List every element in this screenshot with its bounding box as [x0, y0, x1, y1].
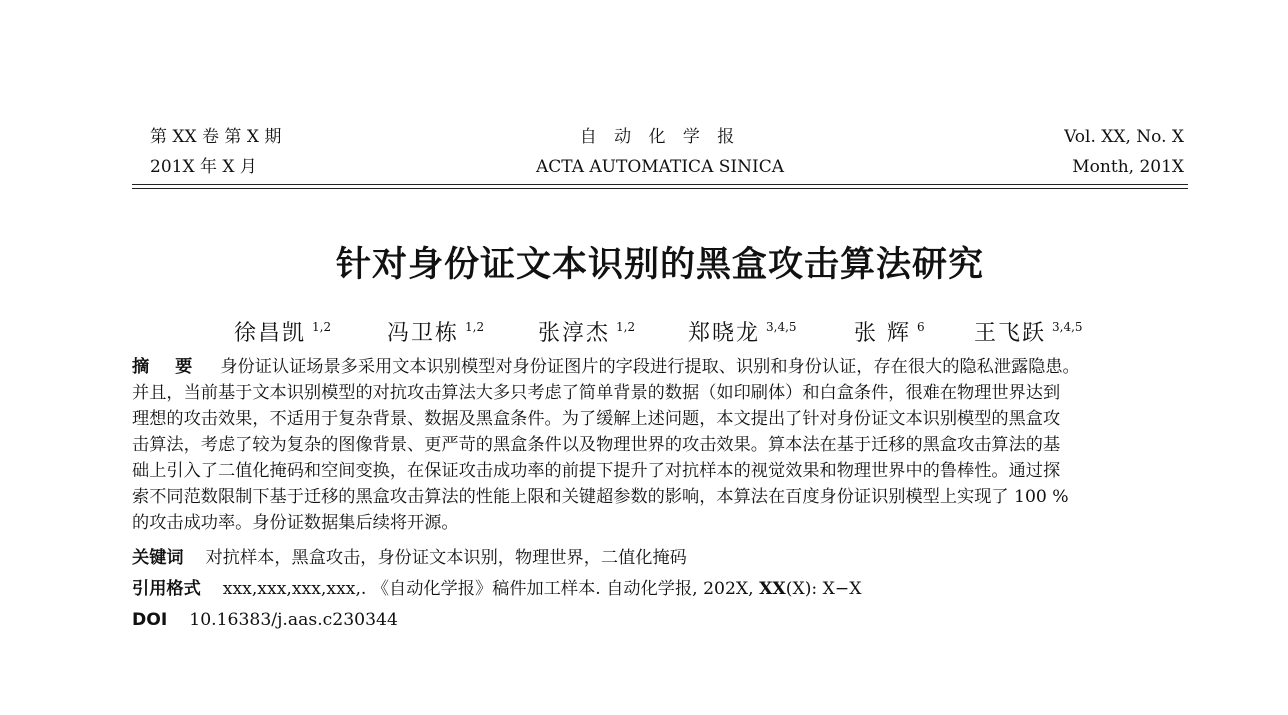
author-list — [132, 310, 1188, 344]
abstract-line: 索不同范数限制下基于迁移的黑盒攻击算法的性能上限和关键超参数的影响，本算法在百度身份证识别模型上实现了 100 % — [132, 487, 1069, 507]
abstract-line: 的攻击成功率。身份证数据集后续将开源。 — [132, 513, 459, 533]
author-name: 王飞跃 $^{3,4,5}$ — [974, 320, 1083, 346]
author-name: 徐昌凯 $^{1,2}$ — [234, 320, 332, 346]
author-affiliation: 1,2 — [616, 320, 636, 334]
doi — [132, 607, 1188, 633]
author-name: 郑晓龙 $^{3,4,5}$ — [688, 320, 797, 346]
volume-issue-en: Vol. XX, No. X — [1064, 127, 1184, 147]
doi-value[interactable]: 10.16383/j.aas.c230344 — [189, 610, 398, 630]
abstract-line: 摘 要 身份证认证场景多采用文本识别模型对身份证图片的字段进行提取、识别和身份认证，存在很大的隐私泄露隐患。 — [132, 357, 1080, 377]
author-affiliation: 1,2 — [465, 320, 485, 334]
abstract — [132, 354, 1188, 536]
author-affiliation: 3,4,5 — [766, 320, 797, 334]
keywords-text: 对抗样本，黑盒攻击，身份证文本识别，物理世界，二值化掩码 — [205, 548, 687, 568]
citation-label: 引用格式 — [132, 579, 201, 599]
journal-name-en: ACTA AUTOMATICA SINICA — [536, 157, 784, 177]
author-affiliation: 1,2 — [312, 320, 332, 334]
header-rule-thin — [132, 188, 1188, 189]
journal-name-cn: 自 动 化 学 报 — [579, 127, 741, 147]
author-affiliation: 3,4,5 — [1052, 320, 1083, 334]
date-cn: 201X 年 X 月 — [150, 157, 257, 177]
author-name: 张 辉 $^6$ — [854, 320, 925, 346]
author-name: 张淳杰 $^{1,2}$ — [538, 320, 636, 346]
citation-prefix: xxx,xxx,xxx,xxx,. 《自动化学报》稿件加工样本. 自动化学报, 202X, — [222, 579, 760, 599]
volume-issue-cn: 第 XX 卷 第 X 期 — [150, 127, 282, 147]
author-name: 冯卫栋 $^{1,2}$ — [387, 320, 485, 346]
abstract-line: 理想的攻击效果，不适用于复杂背景、数据及黑盒条件。为了缓解上述问题，本文提出了针对身份证文本识别模型的黑盒攻 — [132, 409, 1061, 429]
keywords-label: 关键词 — [132, 548, 184, 568]
citation-suffix: (X): X−X — [785, 579, 862, 599]
doi-label: DOI — [132, 610, 168, 630]
header-rule-thick — [132, 184, 1188, 185]
abstract-line: 并且，当前基于文本识别模型的对抗攻击算法大多只考虑了简单背景的数据（如印刷体）和白盒条件，很难在物理世界达到 — [132, 383, 1061, 403]
abstract-label: 摘 要 — [132, 357, 203, 377]
abstract-line: 击算法，考虑了较为复杂的图像背景、更严苛的黑盒条件以及物理世界的攻击效果。算本法在基于迁移的黑盒攻击算法的基 — [132, 435, 1061, 455]
citation-volume: XX — [759, 579, 786, 599]
abstract-line: 础上引入了二值化掩码和空间变换，在保证攻击成功率的前提下提升了对抗样本的视觉效果和物理世界中的鲁棒性。通过探 — [132, 461, 1061, 481]
journal-header — [132, 122, 1188, 182]
header-row-1 — [132, 124, 1184, 150]
paper-title: 针对身份证文本识别的黑盒攻击算法研究 — [335, 245, 984, 285]
date-en: Month, 201X — [1072, 157, 1184, 177]
keywords — [132, 545, 1188, 571]
author-affiliation: 6 — [917, 320, 925, 334]
header-row-2 — [132, 154, 1184, 180]
citation — [132, 576, 1188, 602]
